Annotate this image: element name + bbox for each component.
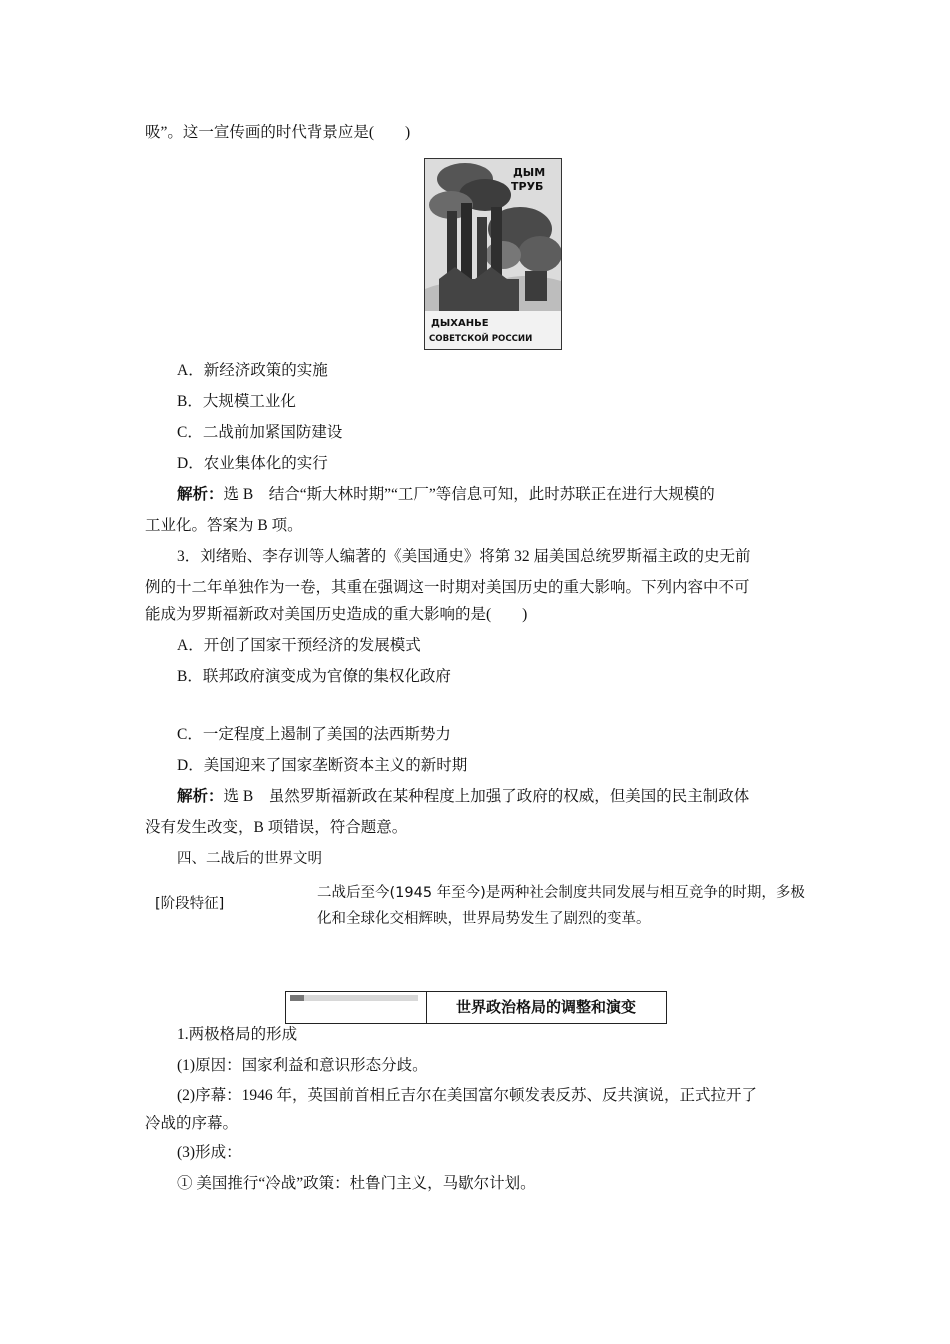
stage-feature-block bbox=[145, 880, 805, 930]
q3-analysis-line2: 没有发生改变，B 项错误，符合题意。 bbox=[145, 819, 408, 836]
section-heading: 四、二战后的世界文明 bbox=[177, 851, 322, 867]
content-line-5: ① 美国推行“冷战”政策：杜鲁门主义，马歇尔计划。 bbox=[177, 1175, 536, 1192]
poster-caption-line2: СОВЕТСКОЙ РОССИИ bbox=[429, 334, 533, 344]
poster-title-line2: ТРУБ bbox=[511, 180, 544, 193]
topic-title-decor bbox=[286, 992, 427, 1023]
question-stem-tail: 吸”。这一宣传画的时代背景应是( ) bbox=[145, 124, 411, 141]
q3-analysis-line1 bbox=[177, 786, 749, 808]
stage-feature-label: [阶段特征] bbox=[155, 896, 225, 912]
q2-option-a: A．新经济政策的实施 bbox=[177, 362, 328, 379]
content-line-3b: 冷战的序幕。 bbox=[145, 1115, 239, 1132]
content-line-3a: (2)序幕：1946 年，英国前首相丘吉尔在美国富尔顿发表反苏、反共演说，正式拉开了 bbox=[177, 1087, 757, 1104]
poster-title-line1: ДЫМ bbox=[513, 166, 546, 179]
content-line-1: 1.两极格局的形成 bbox=[177, 1026, 298, 1043]
q2-analysis-line1 bbox=[177, 484, 715, 506]
q3-stem-line1: 3．刘绪贻、李存训等人编著的《美国通史》将第 32 届美国总统罗斯福主政的史无前 bbox=[177, 548, 751, 565]
q3-option-b: B．联邦政府演变成为官僚的集权化政府 bbox=[177, 668, 451, 685]
topic-title-box bbox=[285, 991, 667, 1024]
poster-caption-line1: ДЫХАНЬЕ bbox=[431, 318, 489, 329]
q3-stem-line3: 能成为罗斯福新政对美国历史造成的重大影响的是( ) bbox=[145, 606, 528, 623]
stage-feature-text: 二战后至今(1945 年至今)是两种社会制度共同发展与相互竞争的时期，多极化和全球化交相辉映，世界局势发生了剧烈的变革。 bbox=[317, 885, 805, 927]
q2-option-b: B．大规模工业化 bbox=[177, 393, 296, 410]
q2-option-d: D．农业集体化的实行 bbox=[177, 455, 328, 472]
q3-option-a: A．开创了国家干预经济的发展模式 bbox=[177, 637, 421, 654]
q2-option-c: C．二战前加紧国防建设 bbox=[177, 424, 343, 441]
content-line-2: (1)原因：国家利益和意识形态分歧。 bbox=[177, 1057, 428, 1074]
q2-analysis-label: 解析： bbox=[177, 486, 224, 503]
q3-analysis-text: 选 B 虽然罗斯福新政在某种程度上加强了政府的权威，但美国的民主制政体 bbox=[223, 788, 750, 805]
q2-analysis-line2: 工业化。答案为 B 项。 bbox=[145, 517, 303, 534]
q3-option-d: D．美国迎来了国家垄断资本主义的新时期 bbox=[177, 757, 468, 774]
q3-stem-line2: 例的十二年单独作为一卷，其重在强调这一时期对美国历史的重大影响。下列内容中不可 bbox=[145, 579, 750, 596]
poster-illustration bbox=[425, 159, 561, 349]
q3-analysis-label: 解析： bbox=[177, 788, 224, 805]
content-line-4: (3)形成： bbox=[177, 1144, 242, 1161]
q2-analysis-text: 选 B 结合“斯大林时期”“工厂”等信息可知，此时苏联正在进行大规模的 bbox=[223, 486, 715, 503]
q3-option-c: C．一定程度上遏制了美国的法西斯势力 bbox=[177, 726, 451, 743]
soviet-poster-image bbox=[424, 158, 562, 350]
topic-title: 世界政治格局的调整和演变 bbox=[455, 998, 636, 1016]
